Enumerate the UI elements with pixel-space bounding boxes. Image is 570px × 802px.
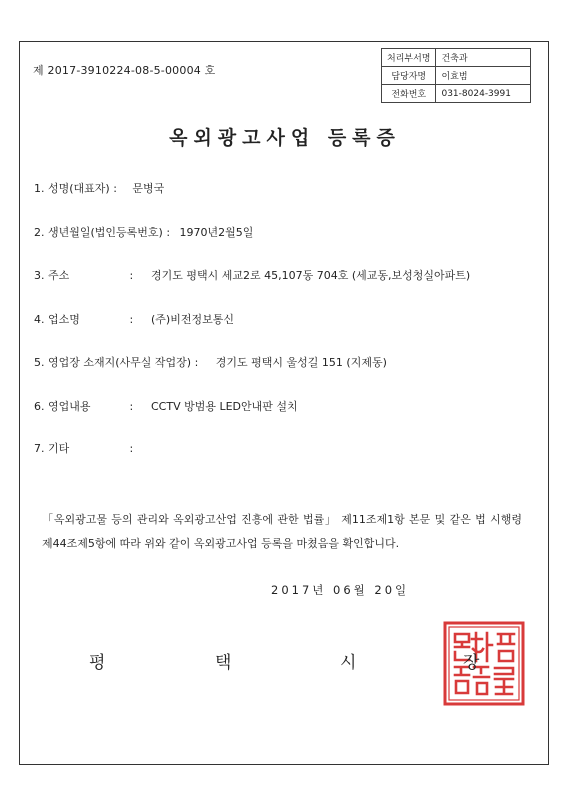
issue-date: 2017년 06월 20일 [271,583,410,597]
item-value: 1970년2월5일 [179,226,254,239]
issuer-char: 평 [89,653,106,673]
dept-value: 이효범 [436,67,531,85]
document-title: 옥외광고사업 등록증 [169,127,401,149]
item-value: CCTV 방범용 LED안내판 설치 [151,400,298,413]
issuer-char: 장 [463,653,480,673]
item-business-name [34,311,234,327]
item-colon: : [129,269,134,282]
dept-row [382,49,531,67]
dept-value: 031-8024-3991 [436,85,531,103]
item-label: 1. 성명(대표자) : [34,182,117,195]
item-value: (주)비전정보통신 [151,313,234,326]
item-label: 6. 영업내용 [34,400,91,413]
item-colon: : [129,400,134,413]
item-business-location [34,354,387,370]
registration-number: 제 2017-3910224-08-5-00004 호 [33,64,216,77]
item-other [34,440,148,456]
item-value: 문병국 [132,182,165,195]
item-label: 2. 생년월일(법인등록번호) : [34,226,171,239]
item-label: 5. 영업장 소재지(사무실 작업장) : [34,356,199,369]
item-birthdate [34,224,253,240]
dept-row [382,85,531,103]
dept-row [382,67,531,85]
dept-label: 처리부서명 [382,49,436,67]
dept-value: 건축과 [436,49,531,67]
item-colon: : [129,442,134,455]
issuer-char: 시 [340,653,357,673]
dept-label: 전화번호 [382,85,436,103]
official-seal-icon [443,621,525,706]
confirmation-statement: 「옥외광고물 등의 관리와 옥외광고산업 진흥에 관한 법률」 제11조제1항 본문 및 같은 법 시행령 제44조제5항에 따라 위와 같이 옥외광고사업 등록을 마쳤음을 확인합니다. [42,513,522,550]
item-value: 경기도 평택시 울성길 151 (지제동) [215,356,387,369]
item-label: 3. 주소 [34,269,70,282]
item-name [34,180,164,196]
department-table [381,48,531,103]
item-business-content [34,398,298,414]
item-label: 7. 기타 [34,442,70,455]
item-value: 경기도 평택시 세교2로 45,107동 704호 (세교동,보성청실아파트) [151,269,471,282]
item-label: 4. 업소명 [34,313,80,326]
item-address [34,267,470,283]
dept-label: 담당자명 [382,67,436,85]
item-colon: : [129,313,134,326]
issuer-char: 택 [215,653,232,673]
